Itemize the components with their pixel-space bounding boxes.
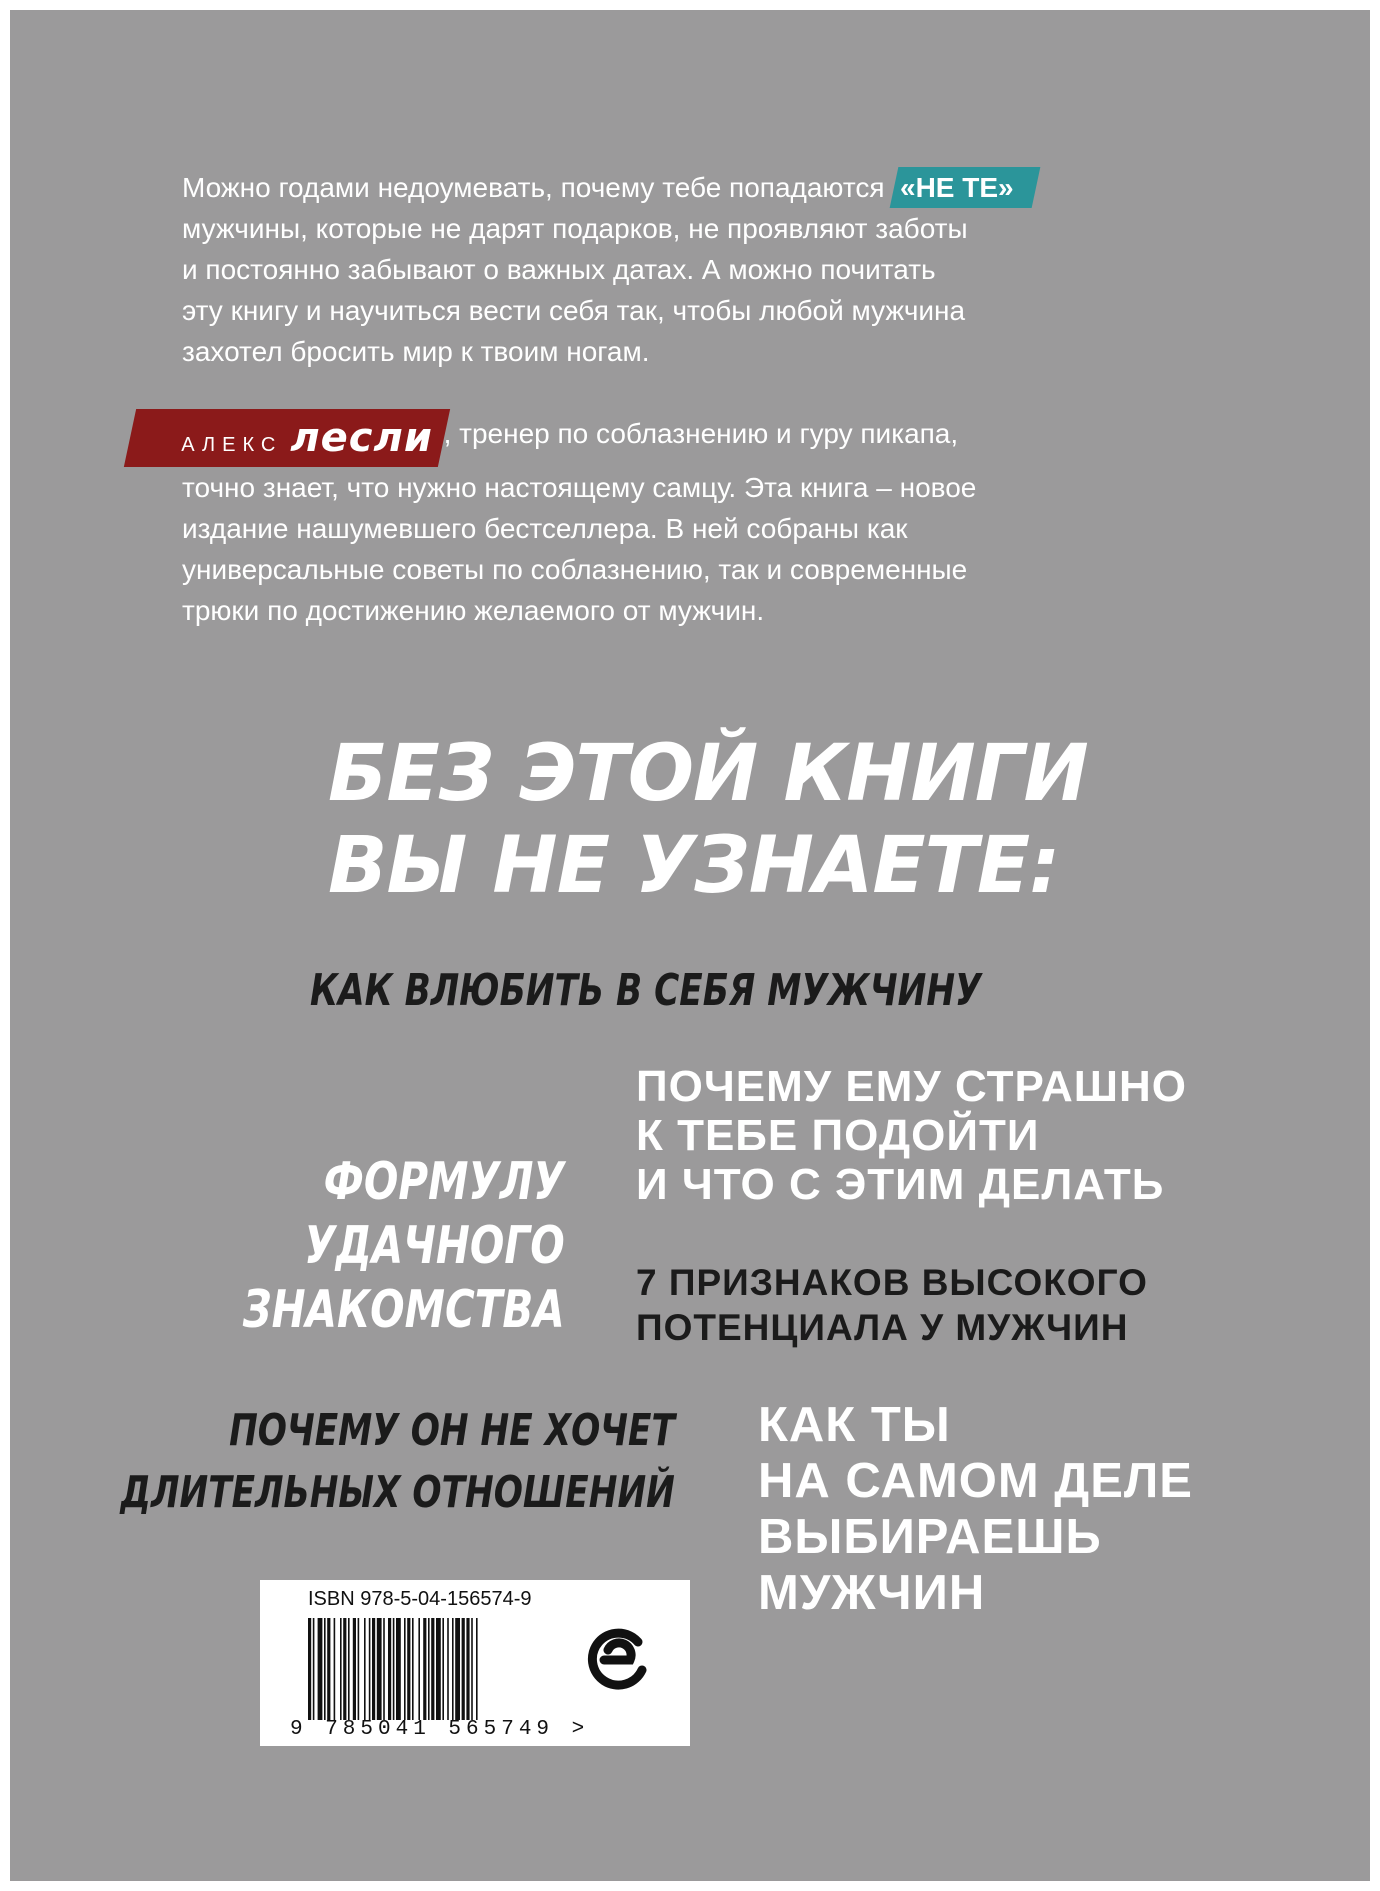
item-why — [120, 1400, 675, 1524]
barcode-bar — [436, 1618, 441, 1720]
barcode-panel — [260, 1580, 690, 1746]
barcode-bar — [383, 1618, 385, 1720]
barcode-bar — [343, 1618, 346, 1720]
item-line: УДАЧНОГО — [304, 1216, 565, 1276]
intro-paragraph-1 — [182, 167, 1212, 372]
intro-paragraph-2 — [182, 409, 1212, 631]
item-line: НА САМОМ ДЕЛЕ — [758, 1454, 1193, 1508]
barcode-bar — [393, 1618, 395, 1720]
highlight-badge — [890, 167, 1040, 208]
barcode-bar — [447, 1618, 449, 1720]
item-love: КАК ВЛЮБИТЬ В СЕБЯ МУЖЧИНУ — [310, 965, 982, 1016]
item-scared — [636, 1062, 1187, 1209]
barcode-bar — [369, 1618, 371, 1720]
eksmo-logo-icon — [580, 1620, 660, 1700]
barcode-bar — [353, 1618, 356, 1720]
annotation-text — [182, 167, 1212, 631]
barcode-bar — [377, 1618, 382, 1720]
item-line: МУЖЧИН — [758, 1566, 986, 1620]
barcode-bar — [404, 1618, 406, 1720]
isbn-label: ISBN 978-5-04-156574-9 — [308, 1588, 532, 1610]
item-line: 7 ПРИЗНАКОВ ВЫСОКОГО — [636, 1262, 1148, 1303]
intro-text: захотел бросить мир к твоим ногам. — [182, 336, 650, 367]
item-line: ДЛИТЕЛЬНЫХ ОТНОШЕНИЙ — [120, 1467, 675, 1518]
heading-line: БЕЗ ЭТОЙ КНИГИ — [328, 729, 1088, 819]
barcode-bar — [340, 1618, 342, 1720]
barcode-icon — [308, 1618, 548, 1720]
intro-text: мужчины, которые не дарят подарков, не проявляют заботы — [182, 213, 968, 244]
barcode-bar — [318, 1618, 323, 1720]
barcode-bar — [327, 1618, 330, 1720]
barcode-bar — [396, 1618, 401, 1720]
highlight-text: «НЕ ТЕ» — [900, 172, 1014, 203]
item-line: ПОЧЕМУ ЕМУ СТРАШНО — [636, 1062, 1187, 1111]
item-formula — [243, 1150, 565, 1342]
barcode-bar — [476, 1618, 478, 1720]
item-line: КАК ТЫ — [758, 1398, 951, 1452]
barcode-bar — [364, 1618, 366, 1720]
barcode-bar — [348, 1618, 350, 1720]
barcode-bar — [423, 1618, 426, 1720]
intro-text: эту книгу и научиться вести себя так, чтобы любой мужчина — [182, 295, 966, 326]
barcode-bar — [418, 1618, 420, 1720]
barcode-bar — [462, 1618, 465, 1720]
item-choose — [758, 1397, 1193, 1621]
item-line: ЗНАКОМСТВА — [243, 1280, 565, 1340]
barcode-bar — [466, 1618, 469, 1720]
barcode-bar — [372, 1618, 375, 1720]
barcode-bar — [324, 1618, 326, 1720]
main-heading — [328, 728, 1228, 912]
barcode-bar — [407, 1618, 410, 1720]
book-back-cover — [10, 10, 1370, 1881]
barcode-bar — [334, 1618, 336, 1720]
intro-text: , тренер по соблазнению и гуру пикапа, — [443, 418, 959, 449]
barcode-bar — [428, 1618, 430, 1720]
intro-text: точно знает, что нужно настоящему самцу. Эта книга – новое — [182, 472, 977, 503]
author-last-name: лесли — [290, 415, 433, 461]
barcode-bar — [358, 1618, 360, 1720]
heading-line: ВЫ НЕ УЗНАЕТЕ: — [328, 821, 1060, 911]
intro-text: трюки по достижению желаемого от мужчин. — [182, 595, 765, 626]
intro-text: универсальные советы по соблазнению, так и современные — [182, 554, 968, 585]
intro-text: издание нашумевшего бестселлера. В ней собраны как — [182, 513, 908, 544]
item-line: ВЫБИРАЕШЬ — [758, 1510, 1102, 1564]
barcode-bar — [431, 1618, 434, 1720]
item-line: К ТЕБЕ ПОДОЙТИ — [636, 1111, 1040, 1160]
author-first-name: АЛЕКС — [181, 434, 283, 456]
barcode-bar — [471, 1618, 473, 1720]
barcode-bar — [412, 1618, 414, 1720]
barcode-bar — [313, 1618, 315, 1720]
item-line: ПОЧЕМУ ОН НЕ ХОЧЕТ — [229, 1405, 675, 1456]
item-line: ФОРМУЛУ — [323, 1152, 565, 1212]
barcode-bar — [455, 1618, 460, 1720]
item-signs — [636, 1260, 1148, 1350]
author-name-badge — [124, 409, 450, 467]
intro-text: и постоянно забывают о важных датах. А можно почитать — [182, 254, 936, 285]
intro-text: Можно годами недоумевать, почему тебе попадаются — [182, 172, 893, 203]
item-line: И ЧТО С ЭТИМ ДЕЛАТЬ — [636, 1160, 1165, 1209]
barcode-bar — [388, 1618, 391, 1720]
barcode-bar — [442, 1618, 444, 1720]
barcode-bar — [308, 1618, 311, 1720]
item-line: ПОТЕНЦИАЛА У МУЖЧИН — [636, 1307, 1129, 1348]
barcode-bar — [452, 1618, 454, 1720]
barcode-digits: 9 785041 565749 > — [290, 1718, 590, 1741]
